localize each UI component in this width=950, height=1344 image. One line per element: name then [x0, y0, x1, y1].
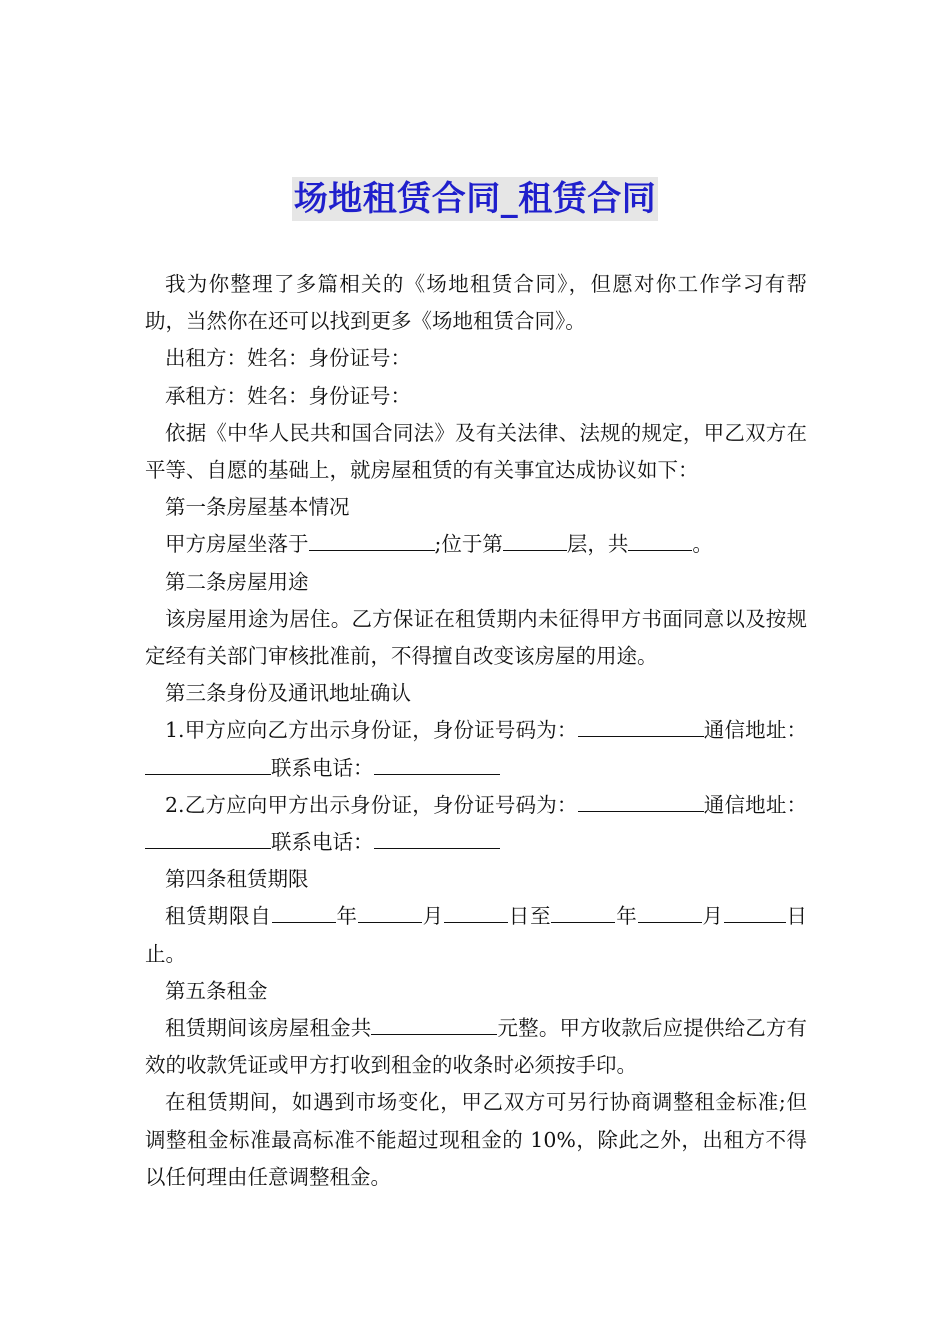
- lessor-line: 出租方：姓名：身份证号：: [165, 346, 411, 371]
- end-year-blank[interactable]: [551, 903, 615, 923]
- article-3-item-1-part3: 联系电话：: [271, 755, 374, 780]
- article-4-end: 日止。: [145, 904, 808, 966]
- intro-paragraph: 我为你整理了多篇相关的《场地租赁合同》，但愿对你工作学习有帮助，当然你在还可以找到更多《场地租赁合同》。: [145, 272, 807, 334]
- end-day-blank-continued[interactable]: [776, 903, 786, 923]
- lessee-id-blank[interactable]: [578, 791, 704, 811]
- start-day-blank[interactable]: [444, 903, 508, 923]
- article-3-item-2-part1: 2.乙方应向甲方出示身份证，身份证号码为：: [165, 792, 578, 817]
- article-4-year-2: 年: [615, 904, 638, 929]
- article-5-text-1: [145, 1010, 807, 1084]
- floor-blank[interactable]: [503, 531, 567, 551]
- rent-amount-blank[interactable]: [371, 1015, 497, 1035]
- lessor-address-blank[interactable]: [145, 754, 271, 774]
- lessor-phone-blank[interactable]: [374, 754, 500, 774]
- start-year-blank[interactable]: [272, 903, 336, 923]
- article-2-text: 该房屋用途为居住。乙方保证在租赁期内未征得甲方书面同意以及按规定经有关部门审核批准前，不得擅自改变该房屋的用途。: [145, 606, 807, 669]
- lessor-id-blank[interactable]: [578, 717, 704, 737]
- article-3-item-1-part1: 1.甲方应向乙方出示身份证，身份证号码为：: [165, 718, 578, 743]
- article-3-item-1: [145, 712, 807, 786]
- lessee-phone-blank[interactable]: [374, 829, 500, 849]
- article-4-month-2: 月: [701, 904, 724, 929]
- article-3-item-1-part2: 通信地址：: [703, 718, 807, 743]
- article-2-heading: 第二条房屋用途: [165, 569, 309, 594]
- article-1-text-part3: 层，共: [566, 532, 629, 557]
- article-5-text-1-part1: 租赁期间该房屋租金共: [165, 1016, 372, 1041]
- article-1-text-part1: 甲方房屋坐落于: [165, 532, 309, 557]
- article-3-heading: 第三条身份及通讯地址确认: [165, 681, 411, 706]
- document-body: [145, 266, 807, 1196]
- article-3-item-2-part3: 联系电话：: [271, 830, 374, 855]
- article-1-text-part4: 。: [692, 532, 713, 557]
- basis-paragraph: 依据《中华人民共和国合同法》及有关法律、法规的规定，甲乙双方在平等、自愿的基础上，就房屋租赁的有关事宜达成协议如下：: [145, 420, 807, 483]
- article-4-text: [145, 898, 807, 972]
- lessee-address-blank[interactable]: [145, 829, 271, 849]
- article-1-heading: 第一条房屋基本情况: [165, 495, 350, 520]
- document-title: 场地租赁合同_租赁合同: [293, 179, 657, 219]
- total-floors-blank[interactable]: [628, 531, 692, 551]
- article-3-item-2-part2: 通信地址：: [703, 792, 807, 817]
- start-month-blank[interactable]: [358, 903, 422, 923]
- article-3-item-2: [145, 787, 807, 861]
- article-4-month-1: 月: [421, 904, 444, 929]
- article-4-year-1: 年: [335, 904, 358, 929]
- article-1-text: [145, 526, 807, 563]
- article-5-text-2: 在租赁期间，如遇到市场变化，甲乙双方可另行协商调整租金标准;但调整租金标准最高标准不能超过现租金的 10%，除此之外，出租方不得以任何理由任意调整租金。: [145, 1090, 807, 1189]
- end-month-blank[interactable]: [638, 903, 702, 923]
- article-4-day-1: 日至: [507, 904, 552, 929]
- end-day-blank[interactable]: [724, 903, 776, 923]
- title-container: [0, 177, 950, 221]
- article-4-text-part1: 租赁期限自: [165, 904, 272, 929]
- lessee-line: 承租方：姓名：身份证号：: [165, 383, 411, 408]
- location-blank[interactable]: [309, 531, 435, 551]
- article-4-heading: 第四条租赁期限: [165, 867, 309, 892]
- article-5-heading: 第五条租金: [165, 978, 268, 1003]
- article-1-text-part2: ;位于第: [434, 532, 503, 557]
- article-5-text-1-part2: 元整。甲方收款后应提供给乙方有效的收款凭证或甲方打收到租金的收条时必须按手印。: [145, 1016, 808, 1078]
